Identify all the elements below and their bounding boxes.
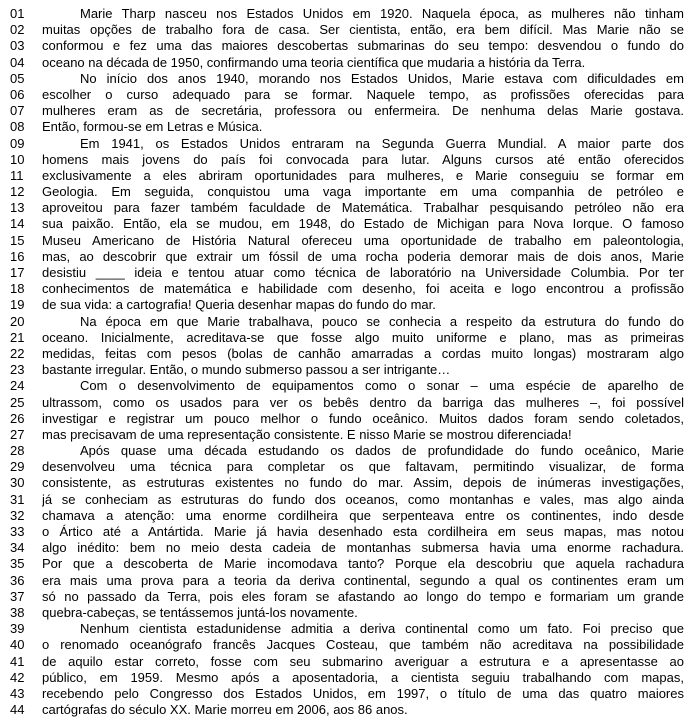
- line-text: desistiu ____ ideia e tentou atuar como técnica de laboratório na Universidade Columbia. Por ter: [42, 265, 684, 280]
- line-number: 33: [10, 524, 25, 539]
- line-text: mas precisavam de uma representação consistente. E nisso Marie se mostrou diferenciada!: [42, 426, 572, 442]
- line-number: 09: [10, 135, 25, 151]
- line-text: desenvolveu uma técnica para completar os que faltavam, permitindo visualizar, de forma: [42, 459, 684, 475]
- line-number: 19: [10, 297, 25, 313]
- line-number: 30: [10, 475, 25, 491]
- line-number: 23: [10, 362, 25, 378]
- line-text: homens mais jovens do país foi convocada para lutar. Alguns cursos até então oferecidos: [42, 151, 684, 167]
- line-row: [0, 378, 693, 394]
- line-number: 01: [10, 6, 25, 21]
- line-number: 22: [10, 345, 25, 361]
- line-row: [0, 119, 693, 135]
- line-text: mulheres eram as de secretária, professora ou enfermeira. De nenhuma delas Marie gostava.: [42, 103, 684, 119]
- line-number: 04: [10, 54, 25, 70]
- line-number: 02: [10, 22, 25, 38]
- line-number: 05: [10, 70, 25, 86]
- line-row: [0, 281, 693, 297]
- line-row: [0, 492, 693, 508]
- line-number: 07: [10, 103, 25, 119]
- line-row: [0, 38, 693, 54]
- line-number: 44: [10, 702, 25, 718]
- line-text: Nenhum cientista estadunidense admitia a deriva continental como um fato. Foi preciso que: [80, 621, 684, 637]
- line-row: [0, 540, 693, 556]
- line-row: [0, 6, 693, 22]
- line-number: 40: [10, 637, 25, 653]
- line-text: de aquilo estar correto, fosse com seu submarino averiguar a estrutura e a apresentasse ao: [42, 653, 684, 669]
- line-row: [0, 589, 693, 605]
- line-text: conformou e fez uma das maiores descobertas submarinas do seu tempo: desvendou o fundo do: [42, 38, 684, 54]
- line-row: [0, 87, 693, 103]
- line-row: [0, 654, 693, 670]
- line-number: 37: [10, 588, 25, 604]
- line-row: [0, 686, 693, 702]
- line-row: [0, 314, 693, 330]
- line-row: [0, 524, 693, 540]
- line-row: [0, 249, 693, 265]
- line-row: [0, 573, 693, 589]
- line-text: mas, ao descobrir que extrair um fóssil de uma rocha poderia demorar mais de dois anos, Marie: [42, 248, 684, 264]
- line-text: só no passado da Terra, pois eles foram se afastando ao longo do tempo e formariam um grande: [42, 588, 684, 604]
- line-text: já se conheciam as estruturas do fundo dos oceanos, como montanhas e vales, mas algo ainda: [42, 491, 684, 507]
- line-number: 41: [10, 653, 25, 669]
- line-row: [0, 637, 693, 653]
- line-text: sua paixão. Então, ela se mudou, em 1948, do Estado de Michigan para Nova Iorque. O famoso: [42, 216, 684, 232]
- line-text: bastante irregular. Então, o mundo submerso passou a ser intrigante…: [42, 362, 451, 378]
- line-text: Após quase uma década estudando os dados de profundidade do fundo oceânico, Marie: [80, 443, 684, 459]
- line-row: [0, 556, 693, 572]
- line-text: de sua vida: a cartografia! Queria desenhar mapas do fundo do mar.: [42, 297, 436, 313]
- line-number: 12: [10, 184, 25, 200]
- line-row: [0, 362, 693, 378]
- line-text: oceano. Inicialmente, acreditava-se que fosse algo muito uniforme e plano, mas as primeiras: [42, 329, 684, 345]
- line-number: 31: [10, 491, 25, 507]
- line-row: [0, 330, 693, 346]
- line-number: 36: [10, 572, 25, 588]
- line-text: era mais uma prova para a teoria da deriva continental, segundo a qual os continentes eram um: [42, 572, 684, 588]
- line-text: Na época em que Marie trabalhava, pouco se conhecia a respeito da estrutura do fundo do: [80, 313, 684, 329]
- line-row: [0, 346, 693, 362]
- line-row: [0, 621, 693, 637]
- line-number: 35: [10, 556, 25, 572]
- line-text: Geologia. Em seguida, conquistou uma vaga importante em uma companhia de petróleo e: [42, 184, 684, 200]
- line-row: [0, 459, 693, 475]
- line-text: Por que a descoberta de Marie incomodava tanto? Porque ela descobriu que aquela rachadura: [42, 556, 684, 572]
- line-text: investigar e registrar um pouco melhor o fundo oceânico. Muitos dados foram sendo coletados,: [42, 410, 684, 426]
- line-number: 28: [10, 443, 25, 459]
- line-row: [0, 152, 693, 168]
- line-number: 17: [10, 265, 25, 280]
- line-row: [0, 670, 693, 686]
- line-number: 16: [10, 248, 25, 264]
- line-text: Em 1941, os Estados Unidos entraram na Segunda Guerra Mundial. A maior parte dos: [80, 135, 684, 151]
- line-text: muitas opções de trabalho fora de casa. Ser cientista, então, era bem difícil. Mas Marie não se: [42, 22, 684, 38]
- line-text: público, em 1959. Mesmo após a aposentadoria, a cientista seguiu trabalhando com mapas,: [42, 669, 684, 685]
- line-text: aproveitou para fazer também faculdade de Matemática. Trabalhar pesquisando petróleo não era: [42, 200, 684, 216]
- line-number: 11: [10, 167, 24, 183]
- line-text: chamava a atenção: uma enorme cordilheira que serpenteava entre os continentes, indo desde: [42, 507, 684, 523]
- line-text: Então, formou-se em Letras e Música.: [42, 119, 263, 135]
- line-number: 39: [10, 621, 25, 637]
- line-row: [0, 702, 693, 718]
- line-number: 06: [10, 86, 25, 102]
- line-text: medidas, feitas com pesos (bolas de canhão amarradas a cordas muito longas) mostraram algo: [42, 345, 684, 361]
- line-row: [0, 216, 693, 232]
- line-row: [0, 168, 693, 184]
- line-text: escolher o curso adequado para se formar. Naquele tempo, as profissões oferecidas para: [42, 86, 684, 102]
- line-row: [0, 475, 693, 491]
- line-number: 25: [10, 394, 25, 410]
- line-row: [0, 395, 693, 411]
- line-row: [0, 443, 693, 459]
- line-text: o Ártico até a Antártida. Marie já havia desenhado esta cordilheira em seus mapas, mas notou: [42, 524, 684, 539]
- line-number: 34: [10, 540, 25, 556]
- line-number: 27: [10, 426, 25, 442]
- line-number: 15: [10, 232, 25, 248]
- line-row: [0, 22, 693, 38]
- line-row: [0, 103, 693, 119]
- line-row: [0, 233, 693, 249]
- line-number: 24: [10, 378, 25, 394]
- line-row: [0, 265, 693, 281]
- line-number: 18: [10, 281, 25, 297]
- line-text: quebra-cabeças, se tentássemos juntá-los novamente.: [42, 604, 358, 620]
- line-number: 13: [10, 200, 25, 216]
- line-row: [0, 200, 693, 216]
- line-row: [0, 427, 693, 443]
- line-text: cartógrafas do século XX. Marie morreu em 2006, aos 86 anos.: [42, 702, 408, 718]
- line-text: Marie Tharp nasceu nos Estados Unidos em 1920. Naquela época, as mulheres não tinham: [80, 6, 684, 21]
- line-text: No início dos anos 1940, morando nos Estados Unidos, Marie estava com dificuldades em: [80, 70, 684, 86]
- line-number: 32: [10, 507, 25, 523]
- line-text: o renomado oceanógrafo francês Jacques Costeau, que também não acreditava na possibilidade: [42, 637, 684, 653]
- line-number: 26: [10, 410, 25, 426]
- line-row: [0, 71, 693, 87]
- line-text: recebendo pelo Congresso dos Estados Unidos, em 1997, o título de uma das quatro maiores: [42, 685, 684, 701]
- line-number: 29: [10, 459, 25, 475]
- line-text: oceano na década de 1950, confirmando uma teoria científica que mudaria a história da Terra.: [42, 54, 586, 70]
- line-number: 14: [10, 216, 25, 232]
- line-number: 20: [10, 313, 25, 329]
- line-text: Museu Americano de História Natural ofereceu uma oportunidade de trabalho em paleontologia,: [42, 232, 684, 248]
- line-row: [0, 55, 693, 71]
- line-text: algo inédito: bem no meio desta cadeia de montanhas submersa havia uma enorme rachadura.: [42, 540, 684, 556]
- line-number: 03: [10, 38, 25, 54]
- line-text: conhecimentos de matemática e habilidade com desenho, foi aceita e logo encontrou a profissão: [42, 281, 684, 297]
- line-text: consistente, as estruturas existentes no fundo do mar. Assim, depois de inúmeras investigações,: [42, 475, 684, 491]
- line-number: 08: [10, 119, 25, 135]
- line-row: [0, 411, 693, 427]
- line-number: 38: [10, 604, 25, 620]
- line-text: Com o desenvolvimento de equipamentos como o sonar – uma espécie de aparelho de: [80, 378, 684, 394]
- line-row: [0, 605, 693, 621]
- line-row: [0, 297, 693, 313]
- line-number: 43: [10, 685, 25, 701]
- line-row: [0, 136, 693, 152]
- line-number: 10: [10, 151, 25, 167]
- line-text: ultrassom, como os usados para ver os bebês dentro da barriga das mulheres –, foi possível: [42, 394, 684, 410]
- line-row: [0, 184, 693, 200]
- line-text: exclusivamente a eles abriram oportunidades para mulheres, e Marie conseguiu se formar em: [42, 167, 684, 183]
- line-row: [0, 508, 693, 524]
- line-number: 21: [10, 329, 25, 345]
- line-number: 42: [10, 669, 25, 685]
